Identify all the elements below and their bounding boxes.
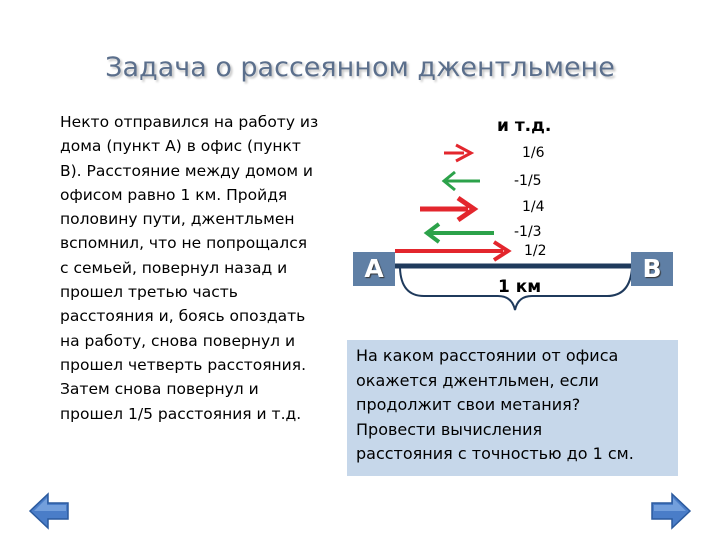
step-label-1-6: 1/6 <box>522 145 545 161</box>
point-a-label: А <box>353 252 395 286</box>
distance-label: 1 км <box>498 277 542 297</box>
question-line: расстояния с точностью до 1 см. <box>356 444 634 463</box>
step-arrow-minus-1-5 <box>444 172 480 190</box>
problem-text-line: офисом равно 1 км. Пройдя <box>60 185 288 204</box>
question-line: продолжит свои метания? <box>356 395 581 414</box>
problem-text-line: расстояния и, боясь опоздать <box>60 307 306 326</box>
problem-text-line: прошел третью часть <box>60 283 238 302</box>
slide-title: Задача о рассеянном джентльмене <box>105 52 615 83</box>
problem-text-line: дома (пункт А) в офис (пункт <box>60 137 301 156</box>
problem-text-line: половину пути, джентльмен <box>60 210 295 229</box>
problem-text-line: Некто отправился на работу из <box>60 113 319 131</box>
problem-text-line: прошел 1/5 расстояния и т.д. <box>60 404 302 423</box>
problem-text-line: вспомнил, что не попрощался <box>60 234 308 253</box>
step-arrow-1-2 <box>395 242 508 260</box>
problem-text-line: Затем снова повернул и <box>60 380 259 399</box>
problem-text-line: прошел четверть расстояния. <box>60 355 307 374</box>
arrow-left-icon[interactable] <box>28 490 70 532</box>
question-box <box>347 340 678 476</box>
step-label-minus-1-3: -1/3 <box>514 224 542 240</box>
step-label-minus-1-5: -1/5 <box>514 173 542 189</box>
step-label-1-4: 1/4 <box>522 199 545 215</box>
problem-text-line: с семьей, повернул назад и <box>60 258 288 277</box>
arrow-right-icon[interactable] <box>650 490 692 532</box>
step-arrow-minus-1-3 <box>427 224 494 242</box>
etc-label: и т.д. <box>497 116 552 136</box>
problem-text-line: В). Расстояние между домом и <box>60 161 314 180</box>
problem-text-line: на работу, снова повернул и <box>60 331 296 350</box>
step-label-1-2: 1/2 <box>524 243 547 259</box>
question-line: Провести вычисления <box>356 419 543 439</box>
question-line: окажется джентльмен, если <box>356 370 599 390</box>
step-arrow-1-6 <box>444 145 471 161</box>
question-line: На каком расстоянии от офиса <box>356 346 619 365</box>
point-b-label: В <box>631 252 673 286</box>
step-arrow-1-4 <box>420 198 474 220</box>
